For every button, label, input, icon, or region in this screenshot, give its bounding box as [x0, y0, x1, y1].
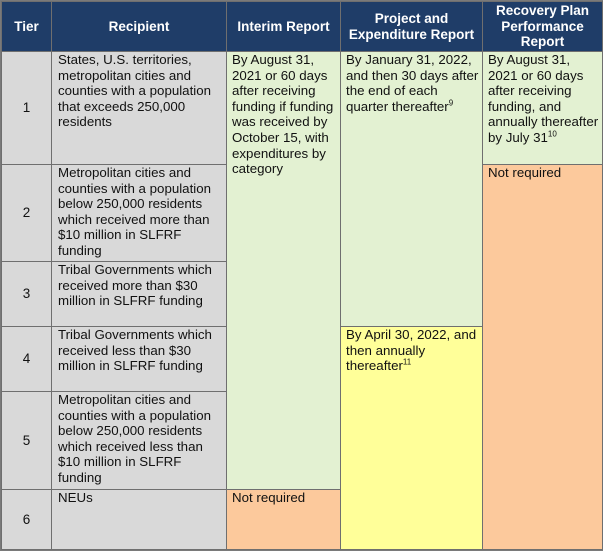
recipient-description: Metropolitan cities and counties with a population below 250,000 residents which received more than $10 million in SLFRF funding — [52, 165, 227, 262]
reporting-requirements-table — [1, 1, 603, 550]
project-report-tiers-4-6 — [341, 327, 483, 550]
interim-not-required: Not required — [232, 490, 306, 505]
recipient-description: Tribal Governments which received more than $30 million in SLFRF funding — [52, 262, 227, 327]
header-recovery-plan-report: Recovery Plan Performance Report — [483, 2, 603, 52]
footnote-ref: 9 — [448, 98, 454, 108]
footnote-ref: 11 — [402, 357, 412, 367]
tier-number: 4 — [2, 327, 52, 392]
tier-number: 1 — [2, 52, 52, 165]
header-tier: Tier — [2, 2, 52, 52]
recovery-report-text: By August 31, 2021 or 60 days after receiving funding, and annually thereafter by July 31 — [488, 52, 599, 145]
tier-row-1 — [2, 52, 603, 165]
tier-number: 3 — [2, 262, 52, 327]
project-report-text: By January 31, 2022, and then 30 days after the end of each quarter thereafter — [346, 52, 479, 114]
recipient-description: States, U.S. territories, metropolitan cities and counties with a population that exceeds 250,000 residents — [52, 52, 227, 165]
recovery-not-required: Not required — [488, 165, 562, 180]
header-row — [2, 2, 603, 52]
header-interim-report: Interim Report — [227, 2, 341, 52]
project-report-text: By April 30, 2022, and then annually thereafter — [346, 327, 477, 374]
project-report-tiers-1-3 — [341, 52, 483, 327]
tier-number: 2 — [2, 165, 52, 262]
interim-report-tiers-1-5 — [227, 52, 341, 490]
recipient-description: Metropolitan cities and counties with a population below 250,000 residents which received less than $10 million in SLFRF funding — [52, 392, 227, 490]
tier-number: 5 — [2, 392, 52, 490]
tier-number: 6 — [2, 490, 52, 550]
header-recipient: Recipient — [52, 2, 227, 52]
recovery-report-tiers-2-6 — [483, 165, 603, 550]
header-project-expenditure-report: Project and Expenditure Report — [341, 2, 483, 52]
interim-report-text: By August 31, 2021 or 60 days after receiving funding if funding was received by October 15, with expenditures by category — [232, 52, 334, 177]
footnote-ref: 10 — [547, 129, 557, 139]
recovery-report-tier-1 — [483, 52, 603, 165]
recipient-description: NEUs — [52, 490, 227, 550]
interim-report-tier-6 — [227, 490, 341, 550]
recipient-description: Tribal Governments which received less than $30 million in SLFRF funding — [52, 327, 227, 392]
